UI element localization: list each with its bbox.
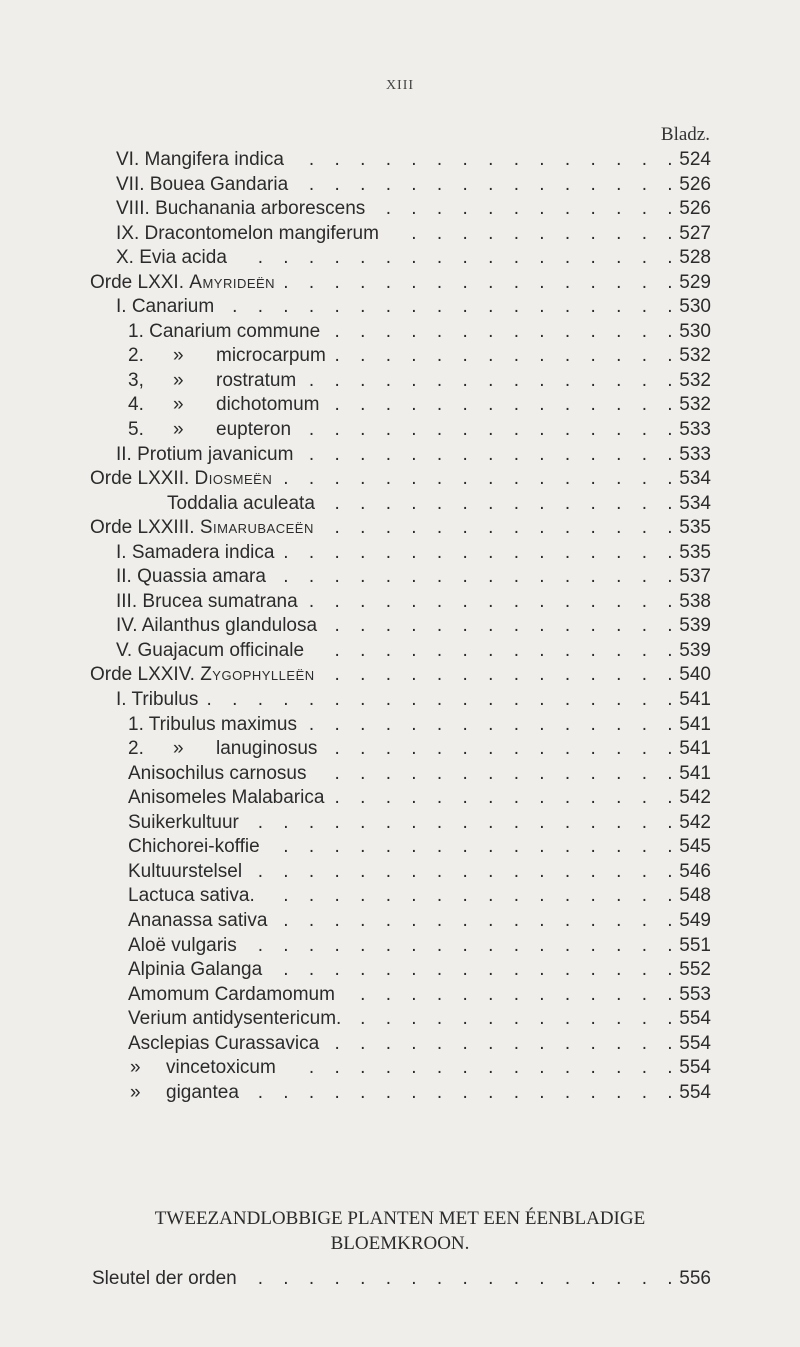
- order-name: Amyrideën: [189, 271, 276, 293]
- toc-entry: I. Canarium . . . . . . . . . . . . . . . . . . 530: [116, 296, 711, 318]
- entry-species: lanuginosus: [216, 738, 318, 760]
- entry-text: I. Tribulus: [116, 689, 199, 711]
- ditto-mark: »: [173, 394, 184, 416]
- entry-page: 524: [679, 149, 711, 170]
- toc-entry: Lactuca sativa. . . . . . . . . . . . . . . . . 548: [128, 885, 711, 907]
- entry-label: [116, 222, 379, 246]
- entry-species: gigantea: [166, 1081, 239, 1103]
- entry-page: 526: [679, 173, 711, 195]
- entry-text: X. Evia acida: [116, 247, 227, 269]
- entry-label: [116, 688, 198, 712]
- entry-label: [116, 639, 304, 663]
- entry-label: [90, 467, 272, 491]
- entry-label: [116, 295, 214, 319]
- entry-text: Ananassa sativa: [128, 909, 268, 931]
- toc-entry: Aloë vulgaris . . . . . . . . . . . . . . . . . 551: [128, 934, 711, 956]
- entry-page: 533: [679, 419, 711, 441]
- toc-entry-sleutel: Sleutel der orden . . . . . . . . . . . . . . . . . 556: [92, 1268, 711, 1289]
- entry-page: 534: [679, 468, 711, 490]
- entry-number: 2.: [128, 345, 144, 367]
- entry-text: III. Brucea sumatrana: [116, 590, 298, 612]
- entry-page: 526: [679, 198, 711, 220]
- toc-entry: IV. Ailanthus glandulosa . . . . . . . . . . . . . . 539: [116, 615, 711, 637]
- entry-label: [128, 369, 297, 393]
- entry-label: [116, 173, 288, 197]
- entry-text: IV. Ailanthus glandulosa: [116, 615, 318, 637]
- toc-entry: Suikerkultuur . . . . . . . . . . . . . . . . . 542: [128, 811, 711, 833]
- entry-label: [128, 983, 335, 1007]
- order-name: Diosmeën: [194, 468, 273, 490]
- toc-entry: II. Protium javanicum . . . . . . . . . . . . . . . 533: [116, 443, 711, 465]
- entry-label: [116, 246, 227, 270]
- toc-entry: I. Samadera indica . . . . . . . . . . . . . . . . 535: [116, 541, 711, 563]
- entry-page: 530: [679, 320, 711, 342]
- entry-label: [128, 762, 306, 786]
- entry-text: Anisomeles Malabarica: [128, 787, 325, 809]
- entry-species: eupteron: [216, 419, 292, 441]
- toc-entry: X. Evia acida . . . . . . . . . . . . . . . . . 528: [116, 247, 711, 269]
- entry-label: [167, 492, 315, 516]
- entry-text: Amomum Cardamomum: [128, 983, 335, 1005]
- entry-text: Asclepias Curassavica: [128, 1032, 320, 1054]
- entry-page: 548: [679, 885, 711, 907]
- entry-text: Toddalia aculeata: [167, 492, 315, 514]
- entry-label: [128, 786, 324, 810]
- entry-label: [116, 541, 274, 565]
- entry-page: 552: [679, 959, 711, 981]
- entry-text: VIII. Buchanania arborescens: [116, 198, 366, 220]
- order-name: Simarubaceën: [199, 517, 314, 539]
- entry-page: 538: [679, 590, 711, 612]
- page-number: XIII: [385, 78, 415, 93]
- entry-label: [128, 320, 320, 344]
- entry-text: VII. Bouea Gandaria: [116, 173, 289, 195]
- entry-label: [128, 1032, 319, 1056]
- entry-text: Chichorei-koffie: [128, 836, 260, 858]
- entry-page: 542: [679, 811, 711, 833]
- entry-page: 551: [679, 934, 711, 956]
- entry-page: 541: [679, 762, 711, 784]
- entry-text: Alpinia Galanga: [128, 959, 263, 981]
- entry-text: Orde LXXI.: [90, 271, 190, 293]
- entry-label: [128, 860, 242, 884]
- toc-entry: 3, » rostratum . . . . . . . . . . . . . . . 532: [128, 369, 711, 391]
- entry-page: 541: [679, 713, 711, 735]
- entry-label: [128, 958, 262, 982]
- entry-text: V. Guajacum officinale: [116, 639, 305, 661]
- entry-page: 542: [679, 787, 711, 809]
- toc-entry: I. Tribulus . . . . . . . . . . . . . . . . . . . 541: [116, 689, 711, 711]
- toc-entry: Verium antidysentericum. . . . . . . . . . . . . . 554: [128, 1008, 711, 1030]
- entry-text: 1. Tribulus maximus: [128, 713, 297, 735]
- entry-page: 549: [679, 909, 711, 931]
- toc-entry: Alpinia Galanga . . . . . . . . . . . . . . . . 552: [128, 959, 711, 981]
- toc-entry: Chichorei-koffie . . . . . . . . . . . . . . . . 545: [128, 836, 711, 858]
- entry-number: 5.: [128, 419, 144, 441]
- entry-page: 539: [679, 639, 711, 661]
- toc-entry: VI. Mangifera indica . . . . . . . . . . . . . . . 524: [116, 149, 711, 170]
- entry-text: Orde LXXIII.: [90, 517, 200, 539]
- table-of-contents: [0, 148, 800, 1105]
- entry-page: 535: [679, 541, 711, 563]
- entry-page: 533: [679, 443, 711, 465]
- entry-page: 532: [679, 369, 711, 391]
- section-heading-continued: BLOEMKROON.: [330, 1233, 470, 1254]
- entry-species: microcarpum: [216, 345, 326, 367]
- entry-page: 554: [679, 1008, 711, 1030]
- entry-page: 530: [679, 296, 711, 318]
- entry-label: [128, 909, 267, 933]
- entry-text: Anisochilus carnosus: [128, 762, 307, 784]
- entry-text: Orde LXXII.: [90, 468, 195, 490]
- entry-number: 3,: [128, 369, 144, 391]
- entry-text: II. Quassia amara: [116, 566, 266, 588]
- entry-label: [90, 663, 315, 687]
- entry-text: 1. Canarium commune: [128, 320, 321, 342]
- toc-entry: 1. Tribulus maximus . . . . . . . . . . . . . . . 541: [128, 713, 711, 735]
- toc-entry: Orde LXXII. Diosmeën . . . . . . . . . . . . . . . . 534: [90, 468, 711, 490]
- toc-entry: IX. Dracontomelon mangiferum . . . . . . . . . . . 527: [116, 222, 711, 244]
- toc-entry: III. Brucea sumatrana . . . . . . . . . . . . . . . 538: [116, 590, 711, 612]
- entry-label: [128, 884, 255, 908]
- toc-entry: V. Guajacum officinale . . . . . . . . . . . . . . 539: [116, 639, 711, 661]
- entry-label: [128, 737, 318, 761]
- entry-text: Kultuurstelsel: [128, 860, 243, 882]
- entry-label: [128, 811, 239, 835]
- entry-page: 541: [679, 738, 711, 760]
- toc-entry: Kultuurstelsel . . . . . . . . . . . . . . . . . 546: [128, 860, 711, 882]
- entry-label: [90, 271, 275, 295]
- entry-label: [128, 713, 297, 737]
- entry-page: 532: [679, 394, 711, 416]
- toc-entry: Anisochilus carnosus . . . . . . . . . . . . . . 541: [128, 762, 711, 784]
- ditto-mark: »: [130, 1081, 141, 1103]
- toc-entry: Anisomeles Malabarica . . . . . . . . . . . . . . 542: [128, 787, 711, 809]
- entry-page: 554: [679, 1081, 711, 1103]
- entry-label: [116, 614, 317, 638]
- entry-label: [116, 565, 266, 589]
- entry-label: [90, 516, 314, 540]
- entry-label: Sleutel der orden: [92, 1268, 237, 1289]
- ditto-mark: »: [173, 369, 184, 391]
- entry-page: 539: [679, 615, 711, 637]
- entry-number: 4.: [128, 394, 144, 416]
- entry-page: 541: [679, 689, 711, 711]
- order-name: Zygophylleën: [200, 664, 315, 686]
- entry-page: 556: [679, 1268, 711, 1289]
- entry-text: IX. Dracontomelon mangiferum: [116, 222, 379, 244]
- entry-species: vincetoxicum: [166, 1057, 276, 1079]
- toc-entry: Orde LXXI. Amyrideën . . . . . . . . . . . . . . . . 529: [90, 271, 711, 293]
- entry-page: 534: [679, 492, 711, 514]
- toc-entry: II. Quassia amara . . . . . . . . . . . . . . . . 537: [116, 566, 711, 588]
- entry-number: 2.: [128, 738, 144, 760]
- entry-page: 554: [679, 1032, 711, 1054]
- entry-page: 545: [679, 836, 711, 858]
- entry-page: 553: [679, 983, 711, 1005]
- entry-page: 529: [679, 271, 711, 293]
- entry-species: rostratum: [216, 369, 297, 391]
- entry-label: [128, 418, 292, 442]
- toc-entry: Amomum Cardamomum . . . . . . . . . . . . . 553: [128, 983, 711, 1005]
- toc-entry: Toddalia aculeata . . . . . . . . . . . . . . 534: [167, 492, 711, 514]
- entry-label: [116, 590, 298, 614]
- toc-entry: » vincetoxicum . . . . . . . . . . . . . . . 554: [130, 1057, 711, 1079]
- entry-text: I. Canarium: [116, 296, 215, 318]
- entry-text: Aloë vulgaris: [128, 934, 237, 956]
- toc-entry: 2. » lanuginosus . . . . . . . . . . . . . . 541: [128, 738, 711, 760]
- entry-text: Lactuca sativa.: [128, 885, 255, 907]
- entry-text: Orde LXXIV.: [90, 664, 201, 686]
- ditto-mark: »: [173, 738, 184, 760]
- toc-entry: Orde LXXIV. Zygophylleën . . . . . . . . . . . . . . 540: [90, 664, 711, 686]
- entry-text: I. Samadera indica: [116, 541, 275, 563]
- ditto-mark: »: [173, 345, 184, 367]
- ditto-mark: »: [173, 419, 184, 441]
- entry-page: 528: [679, 247, 711, 269]
- entry-label: [128, 934, 237, 958]
- entry-page: 535: [679, 517, 711, 539]
- entry-label: [128, 835, 260, 859]
- toc-entry: 1. Canarium commune . . . . . . . . . . . . . . 530: [128, 320, 711, 342]
- ditto-mark: »: [130, 1057, 141, 1079]
- toc-entry: Asclepias Curassavica . . . . . . . . . . . . . . 554: [128, 1032, 711, 1054]
- toc-entry: Ananassa sativa . . . . . . . . . . . . . . . . 549: [128, 909, 711, 931]
- section-heading: TWEEZANDLOBBIGE PLANTEN MET EEN ÉENBLADIGE: [154, 1208, 646, 1229]
- entry-page: 554: [679, 1057, 711, 1079]
- entry-page: 532: [679, 345, 711, 367]
- entry-page: 527: [679, 222, 711, 244]
- entry-species: dichotomum: [216, 394, 320, 416]
- column-header-bladz: Bladz.: [660, 124, 710, 145]
- entry-label: [116, 197, 365, 221]
- entry-page: 546: [679, 860, 711, 882]
- entry-label: [128, 344, 326, 368]
- entry-text: Verium antidysentericum.: [128, 1008, 342, 1030]
- entry-page: 540: [679, 664, 711, 686]
- toc-entry: 5. » eupteron . . . . . . . . . . . . . . . 533: [128, 419, 711, 441]
- toc-entry: 4. » dichotomum . . . . . . . . . . . . . . 532: [128, 394, 711, 416]
- toc-entry: » gigantea . . . . . . . . . . . . . . . . . 554: [130, 1081, 711, 1103]
- toc-entry: 2. » microcarpum . . . . . . . . . . . . . . 532: [128, 345, 711, 367]
- toc-entry: VII. Bouea Gandaria . . . . . . . . . . . . . . . 526: [116, 173, 711, 195]
- entry-label: [116, 443, 293, 467]
- toc-entry: VIII. Buchanania arborescens . . . . . . . . . . . . 526: [116, 198, 711, 220]
- entry-text: II. Protium javanicum: [116, 443, 294, 465]
- entry-label: [128, 1007, 341, 1031]
- toc-entry: Orde LXXIII. Simarubaceën . . . . . . . . . . . . . . 535: [90, 517, 711, 539]
- entry-text: Suikerkultuur: [128, 811, 239, 833]
- entry-label: [116, 148, 284, 172]
- entry-text: VI. Mangifera indica: [116, 149, 284, 170]
- entry-page: 537: [679, 566, 711, 588]
- entry-label: [128, 393, 320, 417]
